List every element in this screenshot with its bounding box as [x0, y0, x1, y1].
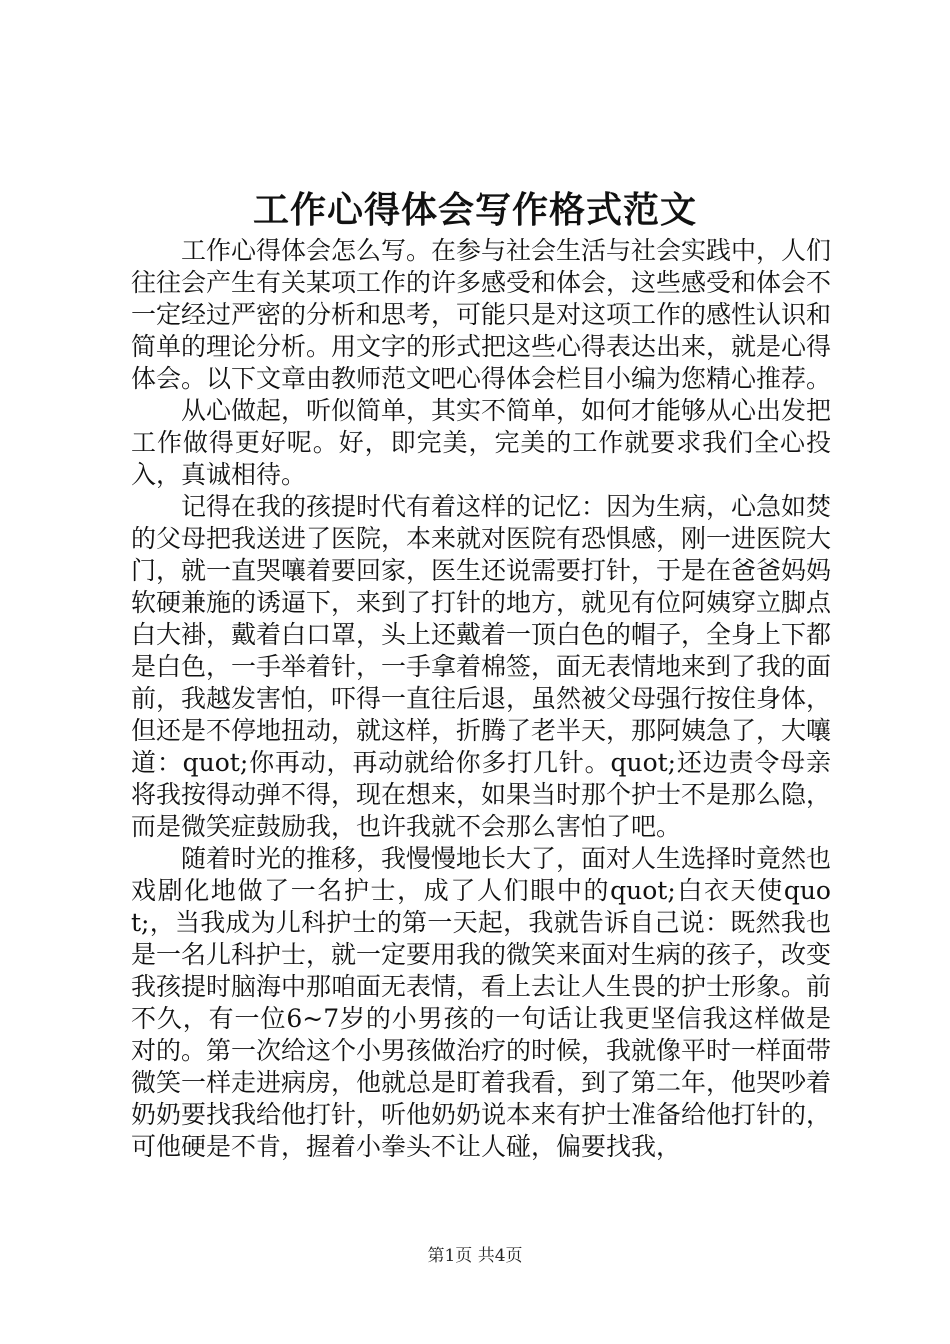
page-footer: 第1页 共4页 — [427, 1246, 523, 1266]
paragraph-3: 记得在我的孩提时代有着这样的记忆：因为生病，心急如焚的父母把我送进了医院，本来就对医院有恐惧感，刚一进医院大门，就一直哭嚷着要回家，医生还说需要打针，于是在爸爸妈妈软硬兼施的诱逼下，来到了打针的地方，就见有位阿姨穿立脚点白大褂，戴着白口罩，头上还戴着一顶白色的帽子，全身上下都是白色，一手举着针，一手拿着棉签，面无表情地来到了我的面前，我越发害怕，吓得一直往后退，虽然被父母强行按住身体，但还是不停地扭动，就这样，折腾了老半天，那阿姨急了，大嚷道：quot;你再动，再动就给你多打几针。quot;还边责令母亲将我按得动弹不得，现在想来，如果当时那个护士不是那么隐，而是微笑症鼓励我，也许我就不会那么害怕了吧。 — [131, 492, 832, 841]
document-title: 工作心得体会写作格式范文 — [252, 189, 697, 231]
paragraph-4: 随着时光的推移，我慢慢地长大了，面对人生选择时竟然也戏剧化地做了一名护士，成了人们眼中的quot;白衣天使quot;，当我成为儿科护士的第一天起，我就告诉自己说：既然我也是一名儿科护士，就一定要用我的微笑来面对生病的孩子，改变我孩提时脑海中那咱面无表情，看上去让人生畏的护士形象。前不久，有一位6~7岁的小男孩的一句话让我更坚信我这样做是对的。第一次给这个小男孩做治疗的时候，我就像平时一样面带微笑一样走进病房，他就总是盯着我看，到了第二年，他哭吵着奶奶要找我给他打针，听他奶奶说本来有护士准备给他打针的，可他硬是不肯，握着小拳头不让人碰，偏要找我， — [131, 844, 832, 1161]
paragraph-1: 工作心得体会怎么写。在参与社会生活与社会实践中，人们往往会产生有关某项工作的许多感受和体会，这些感受和体会不一定经过严密的分析和思考，可能只是对这项工作的感性认识和简单的理论分析。用文字的形式把这些心得表达出来，就是心得体会。以下文章由教师范文吧心得体会栏目小编为您精心推荐。 — [131, 236, 832, 393]
paragraph-2: 从心做起，听似简单，其实不简单，如何才能够从心出发把工作做得更好呢。好，即完美，完美的工作就要求我们全心投入，真诚相待。 — [131, 396, 832, 489]
document-body — [131, 235, 831, 1163]
